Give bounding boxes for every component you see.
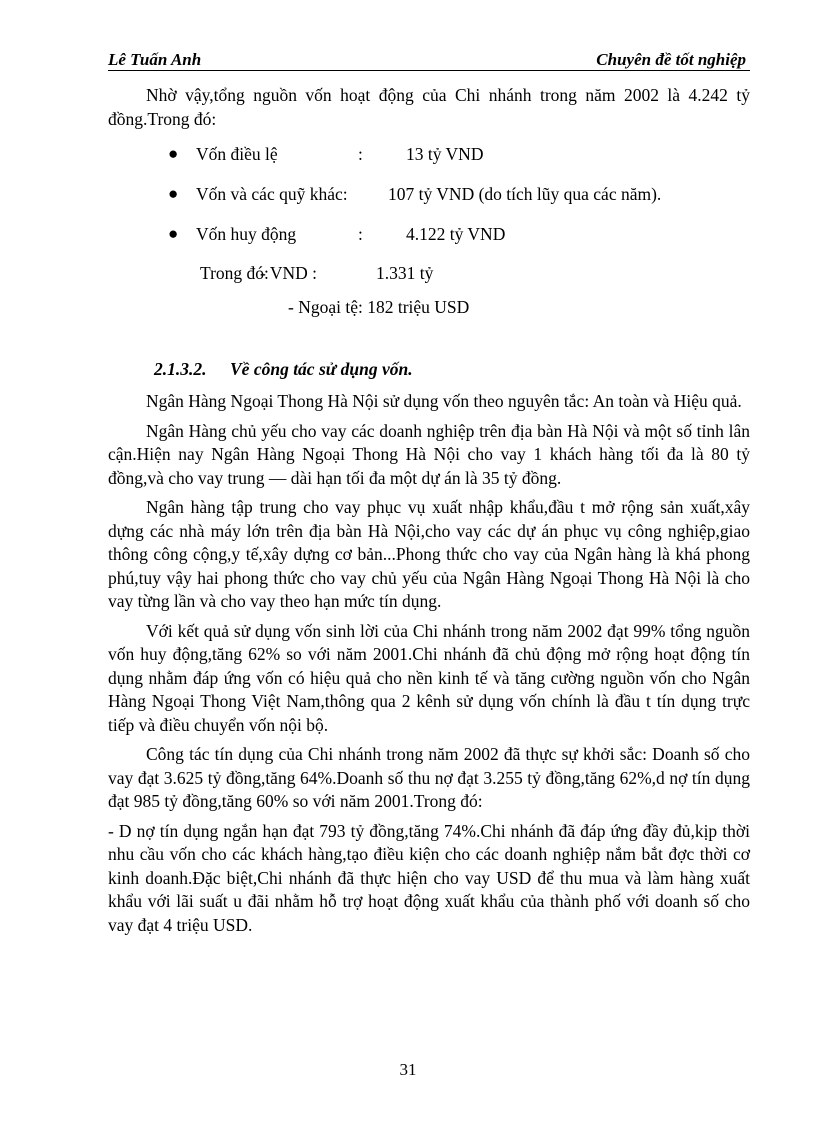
body-paragraph: Công tác tín dụng của Chi nhánh trong năm 2002 đã thực sự khởi sắc: Doanh số cho vay đạt 3.625 tỷ đồng,tăng 64%.Doanh số thu nợ đạt 3.255 tỷ đồng,tăng 62%,d nợ tín dụng đạt 985 tỷ đồng,tăng 60% so với năm 2001.Trong đó:	[108, 744, 750, 811]
list-item-value: 107 tỷ VND (do tích lũy qua các năm).	[388, 184, 662, 204]
section-number: 2.1.3.2.	[154, 359, 207, 379]
bullet-icon: ●	[168, 224, 179, 243]
body-paragraph: Ngân Hàng chủ yếu cho vay các doanh nghiệp trên địa bàn Hà Nội và một số tỉnh lân cận.Hiện nay Ngân Hàng Ngoại Thong Hà Nội cho vay 1 khách hàng tối đa là 80 tỷ đồng,và cho vay trung — dài hạn tối đa một dự án là 35 tỷ đồng.	[108, 420, 750, 488]
list-item-label: Vốn và các quỹ khác:	[196, 184, 348, 204]
list-item-colon: :	[358, 224, 363, 244]
bullet-icon: ●	[168, 184, 179, 203]
header-author: Lê Tuấn Anh	[108, 50, 202, 69]
page-number: 31	[399, 1060, 417, 1079]
body-paragraph: Với kết quả sử dụng vốn sinh lời của Chi nhánh trong năm 2002 đạt 99% tổng nguồn vốn huy động,tăng 62% so với năm 2001.Chi nhánh đã chủ động mở rộng hoạt động tín dụng nhằm đáp ứng vốn có hiệu quả cho nền kinh tế và tăng cường nguồn vốn cho Ngân Hàng Ngoại Thong Việt Nam,thông qua 2 kênh sử dụng vốn chính là đầu t tín dụng trực tiếp và điều chuyển vốn nội bộ.	[108, 620, 750, 735]
capital-list	[108, 141, 750, 261]
bullet-icon: ●	[168, 144, 179, 163]
list-item-value: 13 tỷ VND	[406, 144, 484, 164]
breakdown-lead: Trong đó:	[200, 263, 269, 283]
intro-paragraph: Nhờ vậy,tổng nguồn vốn hoạt động của Chi nhánh trong năm 2002 là 4.242 tỷ đồng.Trong đó:	[108, 85, 750, 129]
list-item	[108, 141, 750, 181]
dash-paragraph: - D nợ tín dụng ngắn hạn đạt 793 tỷ đồng,tăng 74%.Chi nhánh đã đáp ứng đầy đủ,kịp thời nhu cầu vốn cho các khách hàng,tạo điều kiện cho các doanh nghiệp nắm bắt đợc thời cơ kinh doanh.Đặc biệt,Chi nhánh đã thực hiện cho vay USD để thu mua và làm hàng xuất khẩu với lãi suất u đãi nhằm hỗ trợ hoạt động xuất khẩu của thành phố với doanh số cho vay đạt 4 triệu USD.	[108, 820, 750, 935]
list-item	[108, 221, 750, 261]
list-item-colon: :	[358, 144, 363, 164]
breakdown-vnd-row	[108, 261, 750, 295]
list-item	[108, 181, 750, 221]
body-paragraph: Ngân hàng tập trung cho vay phục vụ xuất nhập khẩu,đầu t mở rộng sản xuất,xây dựng các nhà máy lớn trên địa bàn Hà Nội,cho vay các dự án phục vụ công nghiệp,giao thông công cộng,y tế,xây dựng cơ bản...Phong thức cho vay của Ngân hàng là khá phong phú,tuy vậy hai phong thức cho vay chủ yếu của Ngân Hàng Ngoại Thong Hà Nội là cho vay từng lần và cho vay theo hạn mức tín dụng.	[108, 497, 750, 611]
breakdown-vnd-label: - VND :	[260, 263, 318, 283]
section-heading	[154, 359, 750, 380]
section-title: Về công tác sử dụng vốn.	[230, 359, 413, 379]
breakdown-foreign: - Ngoại tệ: 182 triệu USD	[288, 297, 470, 317]
header-title: Chuyên đề tốt nghiệp	[596, 50, 746, 69]
breakdown-vnd-value: 1.331 tỷ	[376, 263, 434, 283]
body-paragraph: Ngân Hàng Ngoại Thong Hà Nội sử dụng vốn theo nguyên tắc: An toàn và Hiệu quả.	[146, 391, 742, 411]
list-item-value: 4.122 tỷ VND	[406, 224, 506, 244]
page-content	[108, 84, 750, 937]
list-item-label: Vốn huy động	[196, 224, 297, 244]
page-header	[108, 48, 750, 71]
list-item-label: Vốn điều lệ	[196, 144, 278, 164]
breakdown-foreign-row	[108, 295, 750, 329]
